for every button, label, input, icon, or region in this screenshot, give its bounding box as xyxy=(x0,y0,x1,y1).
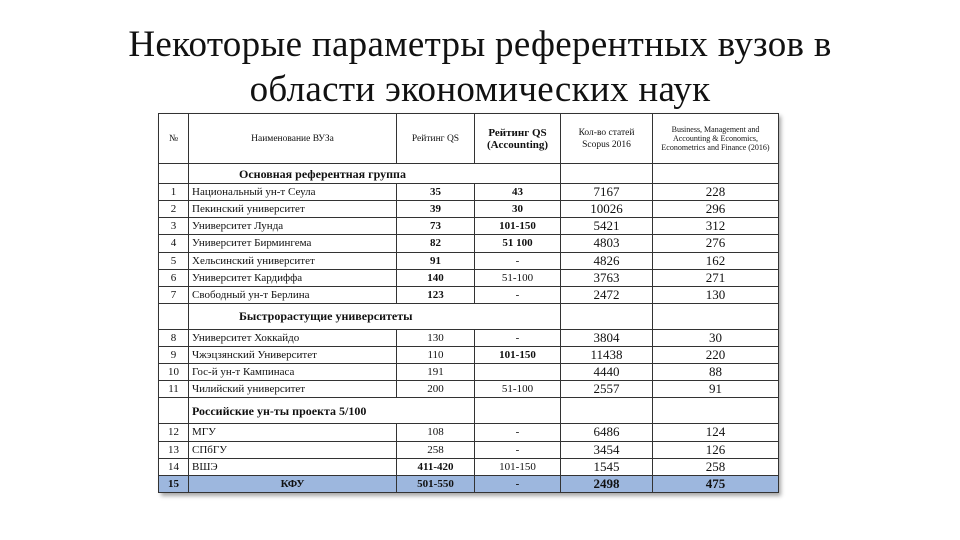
cell-qs-accounting: 101-150 xyxy=(475,347,561,364)
cell-scopus: 5421 xyxy=(561,218,653,235)
cell-university-name: Хельсинский университет xyxy=(189,252,397,269)
cell-num: 9 xyxy=(159,347,189,364)
cell-university-name: Пекинский университет xyxy=(189,201,397,218)
cell-university-name: КФУ xyxy=(189,475,397,492)
cell-scopus: 10026 xyxy=(561,201,653,218)
cell-scopus: 11438 xyxy=(561,347,653,364)
cell-qs: 82 xyxy=(397,235,475,252)
cell-qs-accounting: - xyxy=(475,475,561,492)
cell-university-name: Университет Бирмингема xyxy=(189,235,397,252)
cell-scopus: 3454 xyxy=(561,441,653,458)
table-row xyxy=(159,364,779,381)
cell-scopus: 3804 xyxy=(561,329,653,346)
cell-bme: 126 xyxy=(653,441,779,458)
cell-qs-accounting: 43 xyxy=(475,184,561,201)
cell-qs: 110 xyxy=(397,347,475,364)
header-num: № xyxy=(159,114,189,164)
cell-bme: 30 xyxy=(653,329,779,346)
cell-num: 5 xyxy=(159,252,189,269)
table-row xyxy=(159,381,779,398)
cell-scopus: 4803 xyxy=(561,235,653,252)
header-qs-accounting: Рейтинг QS (Accounting) xyxy=(475,114,561,164)
cell-num: 4 xyxy=(159,235,189,252)
cell-num: 2 xyxy=(159,201,189,218)
table-row xyxy=(159,286,779,303)
section-title: Быстрорастущие университеты xyxy=(189,303,561,329)
section-row xyxy=(159,164,779,184)
cell-university-name: МГУ xyxy=(189,424,397,441)
universities-table-container xyxy=(158,113,778,493)
section-empty-cell xyxy=(561,164,653,184)
section-empty-cell xyxy=(159,303,189,329)
cell-university-name: СПбГУ xyxy=(189,441,397,458)
cell-qs: 411-420 xyxy=(397,458,475,475)
section-title: Основная референтная группа xyxy=(189,164,561,184)
cell-qs-accounting: 30 xyxy=(475,201,561,218)
cell-num: 12 xyxy=(159,424,189,441)
cell-qs-accounting: - xyxy=(475,286,561,303)
cell-university-name: Университет Кардиффа xyxy=(189,269,397,286)
section-empty-cell xyxy=(561,303,653,329)
cell-bme: 271 xyxy=(653,269,779,286)
cell-qs-accounting: 101-150 xyxy=(475,218,561,235)
table-row xyxy=(159,441,779,458)
section-empty-cell xyxy=(653,398,779,424)
cell-qs: 39 xyxy=(397,201,475,218)
section-empty-cell xyxy=(159,164,189,184)
cell-bme: 124 xyxy=(653,424,779,441)
cell-university-name: Национальный ун-т Сеула xyxy=(189,184,397,201)
section-empty-cell xyxy=(159,398,189,424)
section-row xyxy=(159,398,779,424)
cell-qs: 140 xyxy=(397,269,475,286)
cell-scopus: 4826 xyxy=(561,252,653,269)
cell-qs: 123 xyxy=(397,286,475,303)
slide-title-line2: области экономических наук xyxy=(249,69,711,110)
cell-bme: 258 xyxy=(653,458,779,475)
header-scopus: Кол-во статей Scopus 2016 xyxy=(561,114,653,164)
cell-bme: 88 xyxy=(653,364,779,381)
cell-qs: 91 xyxy=(397,252,475,269)
header-qs: Рейтинг QS xyxy=(397,114,475,164)
cell-qs: 200 xyxy=(397,381,475,398)
table-row xyxy=(159,424,779,441)
section-empty-cell xyxy=(653,303,779,329)
cell-bme: 220 xyxy=(653,347,779,364)
cell-qs-accounting: 51-100 xyxy=(475,269,561,286)
cell-university-name: Чжэцзянский Университет xyxy=(189,347,397,364)
cell-qs: 130 xyxy=(397,329,475,346)
cell-bme: 296 xyxy=(653,201,779,218)
cell-qs: 501-550 xyxy=(397,475,475,492)
cell-scopus: 2498 xyxy=(561,475,653,492)
cell-scopus: 6486 xyxy=(561,424,653,441)
table-header-row xyxy=(159,114,779,164)
cell-qs-accounting: 51-100 xyxy=(475,381,561,398)
cell-scopus: 3763 xyxy=(561,269,653,286)
slide-title xyxy=(0,22,960,112)
cell-num: 6 xyxy=(159,269,189,286)
cell-scopus: 7167 xyxy=(561,184,653,201)
table-row xyxy=(159,201,779,218)
section-empty-cell xyxy=(475,398,561,424)
cell-bme: 162 xyxy=(653,252,779,269)
table-row xyxy=(159,269,779,286)
table-row xyxy=(159,347,779,364)
cell-num: 14 xyxy=(159,458,189,475)
cell-qs: 108 xyxy=(397,424,475,441)
cell-qs-accounting: - xyxy=(475,329,561,346)
cell-qs: 73 xyxy=(397,218,475,235)
cell-qs: 35 xyxy=(397,184,475,201)
section-row xyxy=(159,303,779,329)
cell-num: 7 xyxy=(159,286,189,303)
table-row xyxy=(159,218,779,235)
table-row xyxy=(159,475,779,492)
cell-scopus: 1545 xyxy=(561,458,653,475)
header-name: Наименование ВУЗа xyxy=(189,114,397,164)
table-row xyxy=(159,235,779,252)
cell-university-name: ВШЭ xyxy=(189,458,397,475)
cell-qs-accounting xyxy=(475,364,561,381)
slide-title-line1: Некоторые параметры референтных вузов в xyxy=(128,24,832,65)
cell-num: 15 xyxy=(159,475,189,492)
cell-num: 8 xyxy=(159,329,189,346)
cell-bme: 91 xyxy=(653,381,779,398)
cell-qs-accounting: - xyxy=(475,441,561,458)
cell-university-name: Свободный ун-т Берлина xyxy=(189,286,397,303)
cell-num: 10 xyxy=(159,364,189,381)
cell-bme: 475 xyxy=(653,475,779,492)
cell-num: 13 xyxy=(159,441,189,458)
cell-num: 1 xyxy=(159,184,189,201)
cell-scopus: 2557 xyxy=(561,381,653,398)
cell-university-name: Чилийский университет xyxy=(189,381,397,398)
cell-bme: 228 xyxy=(653,184,779,201)
cell-qs-accounting: - xyxy=(475,252,561,269)
cell-university-name: Гос-й ун-т Кампинаса xyxy=(189,364,397,381)
section-empty-cell xyxy=(561,398,653,424)
table-row xyxy=(159,252,779,269)
cell-qs-accounting: 51 100 xyxy=(475,235,561,252)
cell-bme: 130 xyxy=(653,286,779,303)
table-row xyxy=(159,458,779,475)
section-empty-cell xyxy=(653,164,779,184)
universities-table xyxy=(158,113,779,493)
cell-qs: 258 xyxy=(397,441,475,458)
cell-scopus: 2472 xyxy=(561,286,653,303)
cell-scopus: 4440 xyxy=(561,364,653,381)
cell-qs-accounting: 101-150 xyxy=(475,458,561,475)
cell-bme: 276 xyxy=(653,235,779,252)
cell-qs: 191 xyxy=(397,364,475,381)
table-row xyxy=(159,184,779,201)
table-row xyxy=(159,329,779,346)
cell-num: 3 xyxy=(159,218,189,235)
header-bme: Business, Management and Accounting & Economics, Econometrics and Finance (2016) xyxy=(653,114,779,164)
section-title: Российские ун-ты проекта 5/100 xyxy=(189,398,475,424)
cell-qs-accounting: - xyxy=(475,424,561,441)
cell-university-name: Университет Лунда xyxy=(189,218,397,235)
cell-university-name: Университет Хоккайдо xyxy=(189,329,397,346)
cell-bme: 312 xyxy=(653,218,779,235)
cell-num: 11 xyxy=(159,381,189,398)
